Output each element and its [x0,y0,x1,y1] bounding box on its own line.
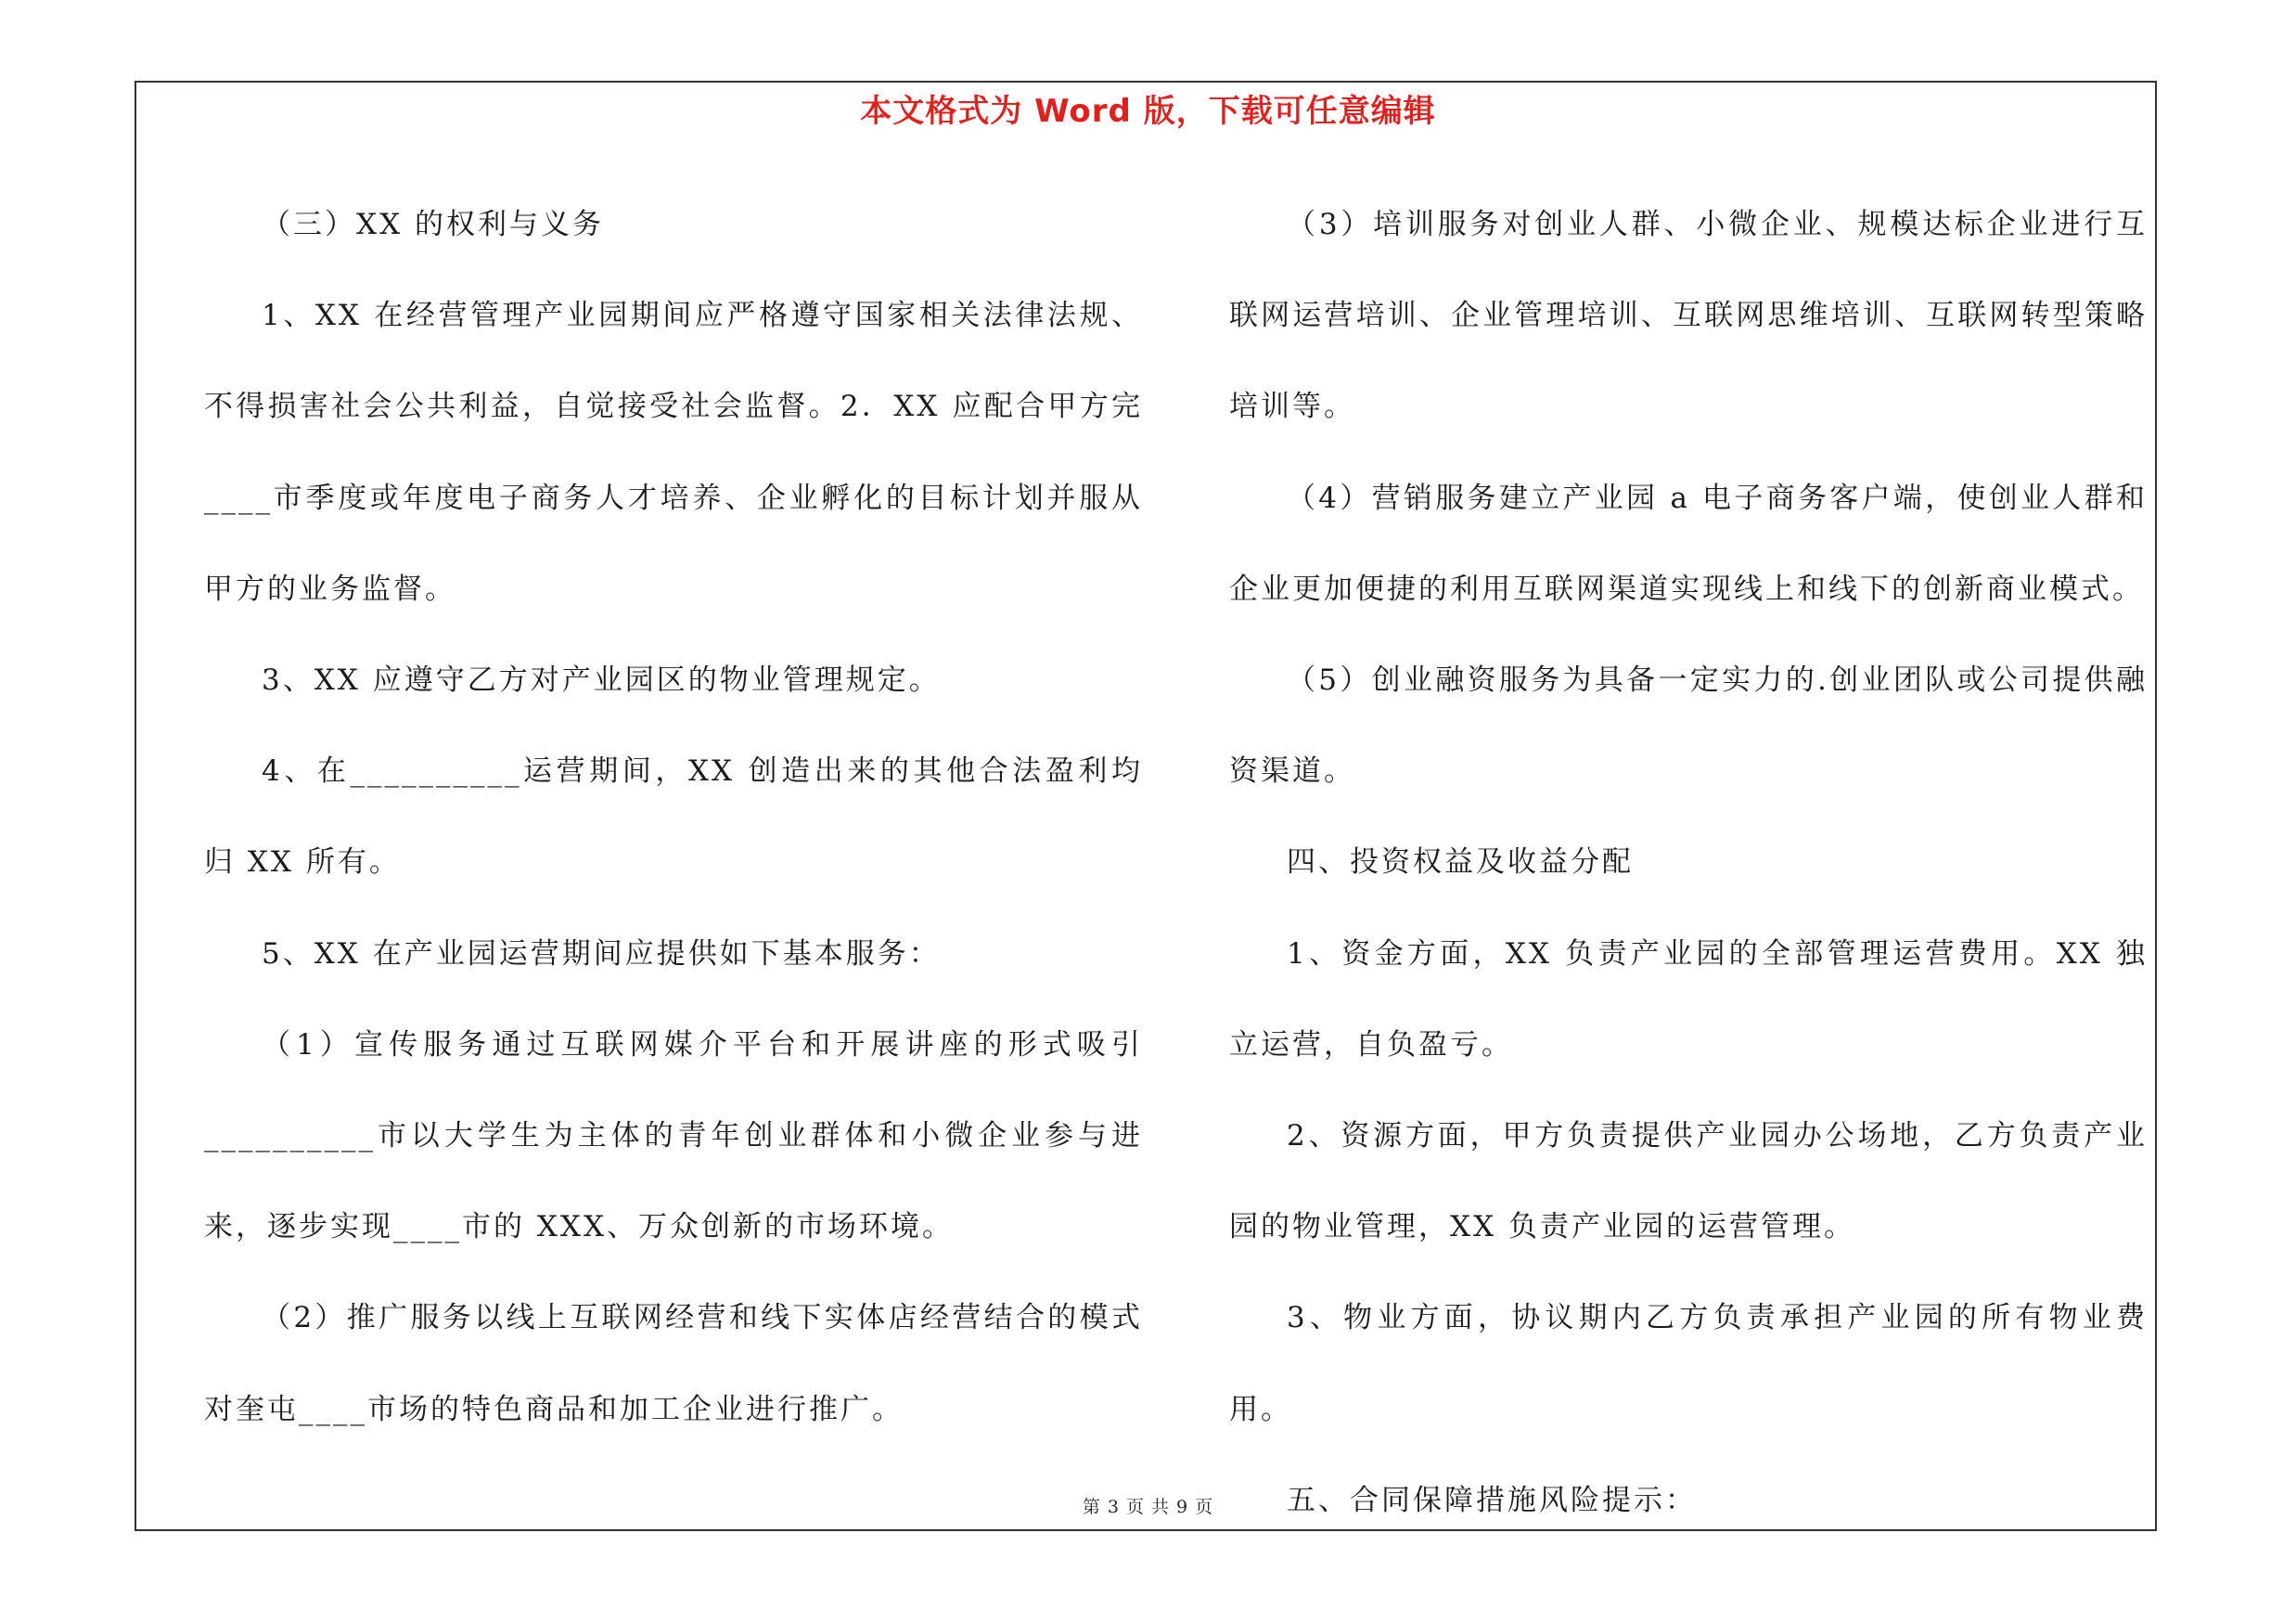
paragraph: 4、在__________运营期间，XX 创造出来的其他合法盈利均归 XX 所有。 [204,754,1143,880]
paragraph: 2、资源方面，甲方负责提供产业园办公场地，乙方负责产业园的物业管理，XX 负责产业园的运营管理。 [1229,1119,2148,1244]
paragraph: （3）培训服务对创业人群、小微企业、规模达标企业进行互联网运营培训、企业管理培训、互联网思维培训、互联网转型策略培训等。 [1229,208,2148,424]
page-number: 第 3 页 共 9 页 [1082,1497,1214,1517]
paragraph: 5、XX 在产业园运营期间应提供如下基本服务： [262,936,941,971]
paragraph: （1）宣传服务通过互联网媒介平台和开展讲座的形式吸引__________市以大学生为主体的青年创业群体和小微企业参与进来，逐步实现____市的 XXX、万众创新的市场环境。 [204,1027,1143,1244]
section-heading: 五、合同保障措施风险提示： [1287,1483,1697,1517]
paragraph: 1、XX 在经营管理产业园期间应严格遵守国家相关法律法规、不得损害社会公共利益，自觉接受社会监督。2．XX 应配合甲方完____市季度或年度电子商务人才培养、企业孵化的目标计划并服从甲方的业务监督。 [204,299,1143,606]
left-column [204,179,1143,1455]
paragraph: 3、物业方面，协议期内乙方负责承担产业园的所有物业费用。 [1229,1301,2148,1426]
section-heading: （三）XX 的权利与义务 [262,208,604,241]
right-column [1229,179,2148,1546]
section-heading: 四、投资权益及收益分配 [1287,845,1634,880]
paragraph: 3、XX 应遵守乙方对产业园区的物业管理规定。 [262,663,941,698]
paragraph: （5）创业融资服务为具备一定实力的.创业团队或公司提供融资渠道。 [1229,663,2148,789]
document-banner: 本文格式为 Word 版，下载可任意编辑 [860,93,1436,130]
paragraph: （4）营销服务建立产业园 a 电子商务客户端，使创业人群和企业更加便捷的利用互联网渠道实现线上和线下的创新商业模式。 [1229,481,2148,606]
paragraph: （2）推广服务以线上互联网经营和线下实体店经营结合的模式对奎屯____市场的特色商品和加工企业进行推广。 [204,1301,1143,1426]
paragraph: 1、资金方面，XX 负责产业园的全部管理运营费用。XX 独立运营，自负盈亏。 [1229,936,2148,1062]
